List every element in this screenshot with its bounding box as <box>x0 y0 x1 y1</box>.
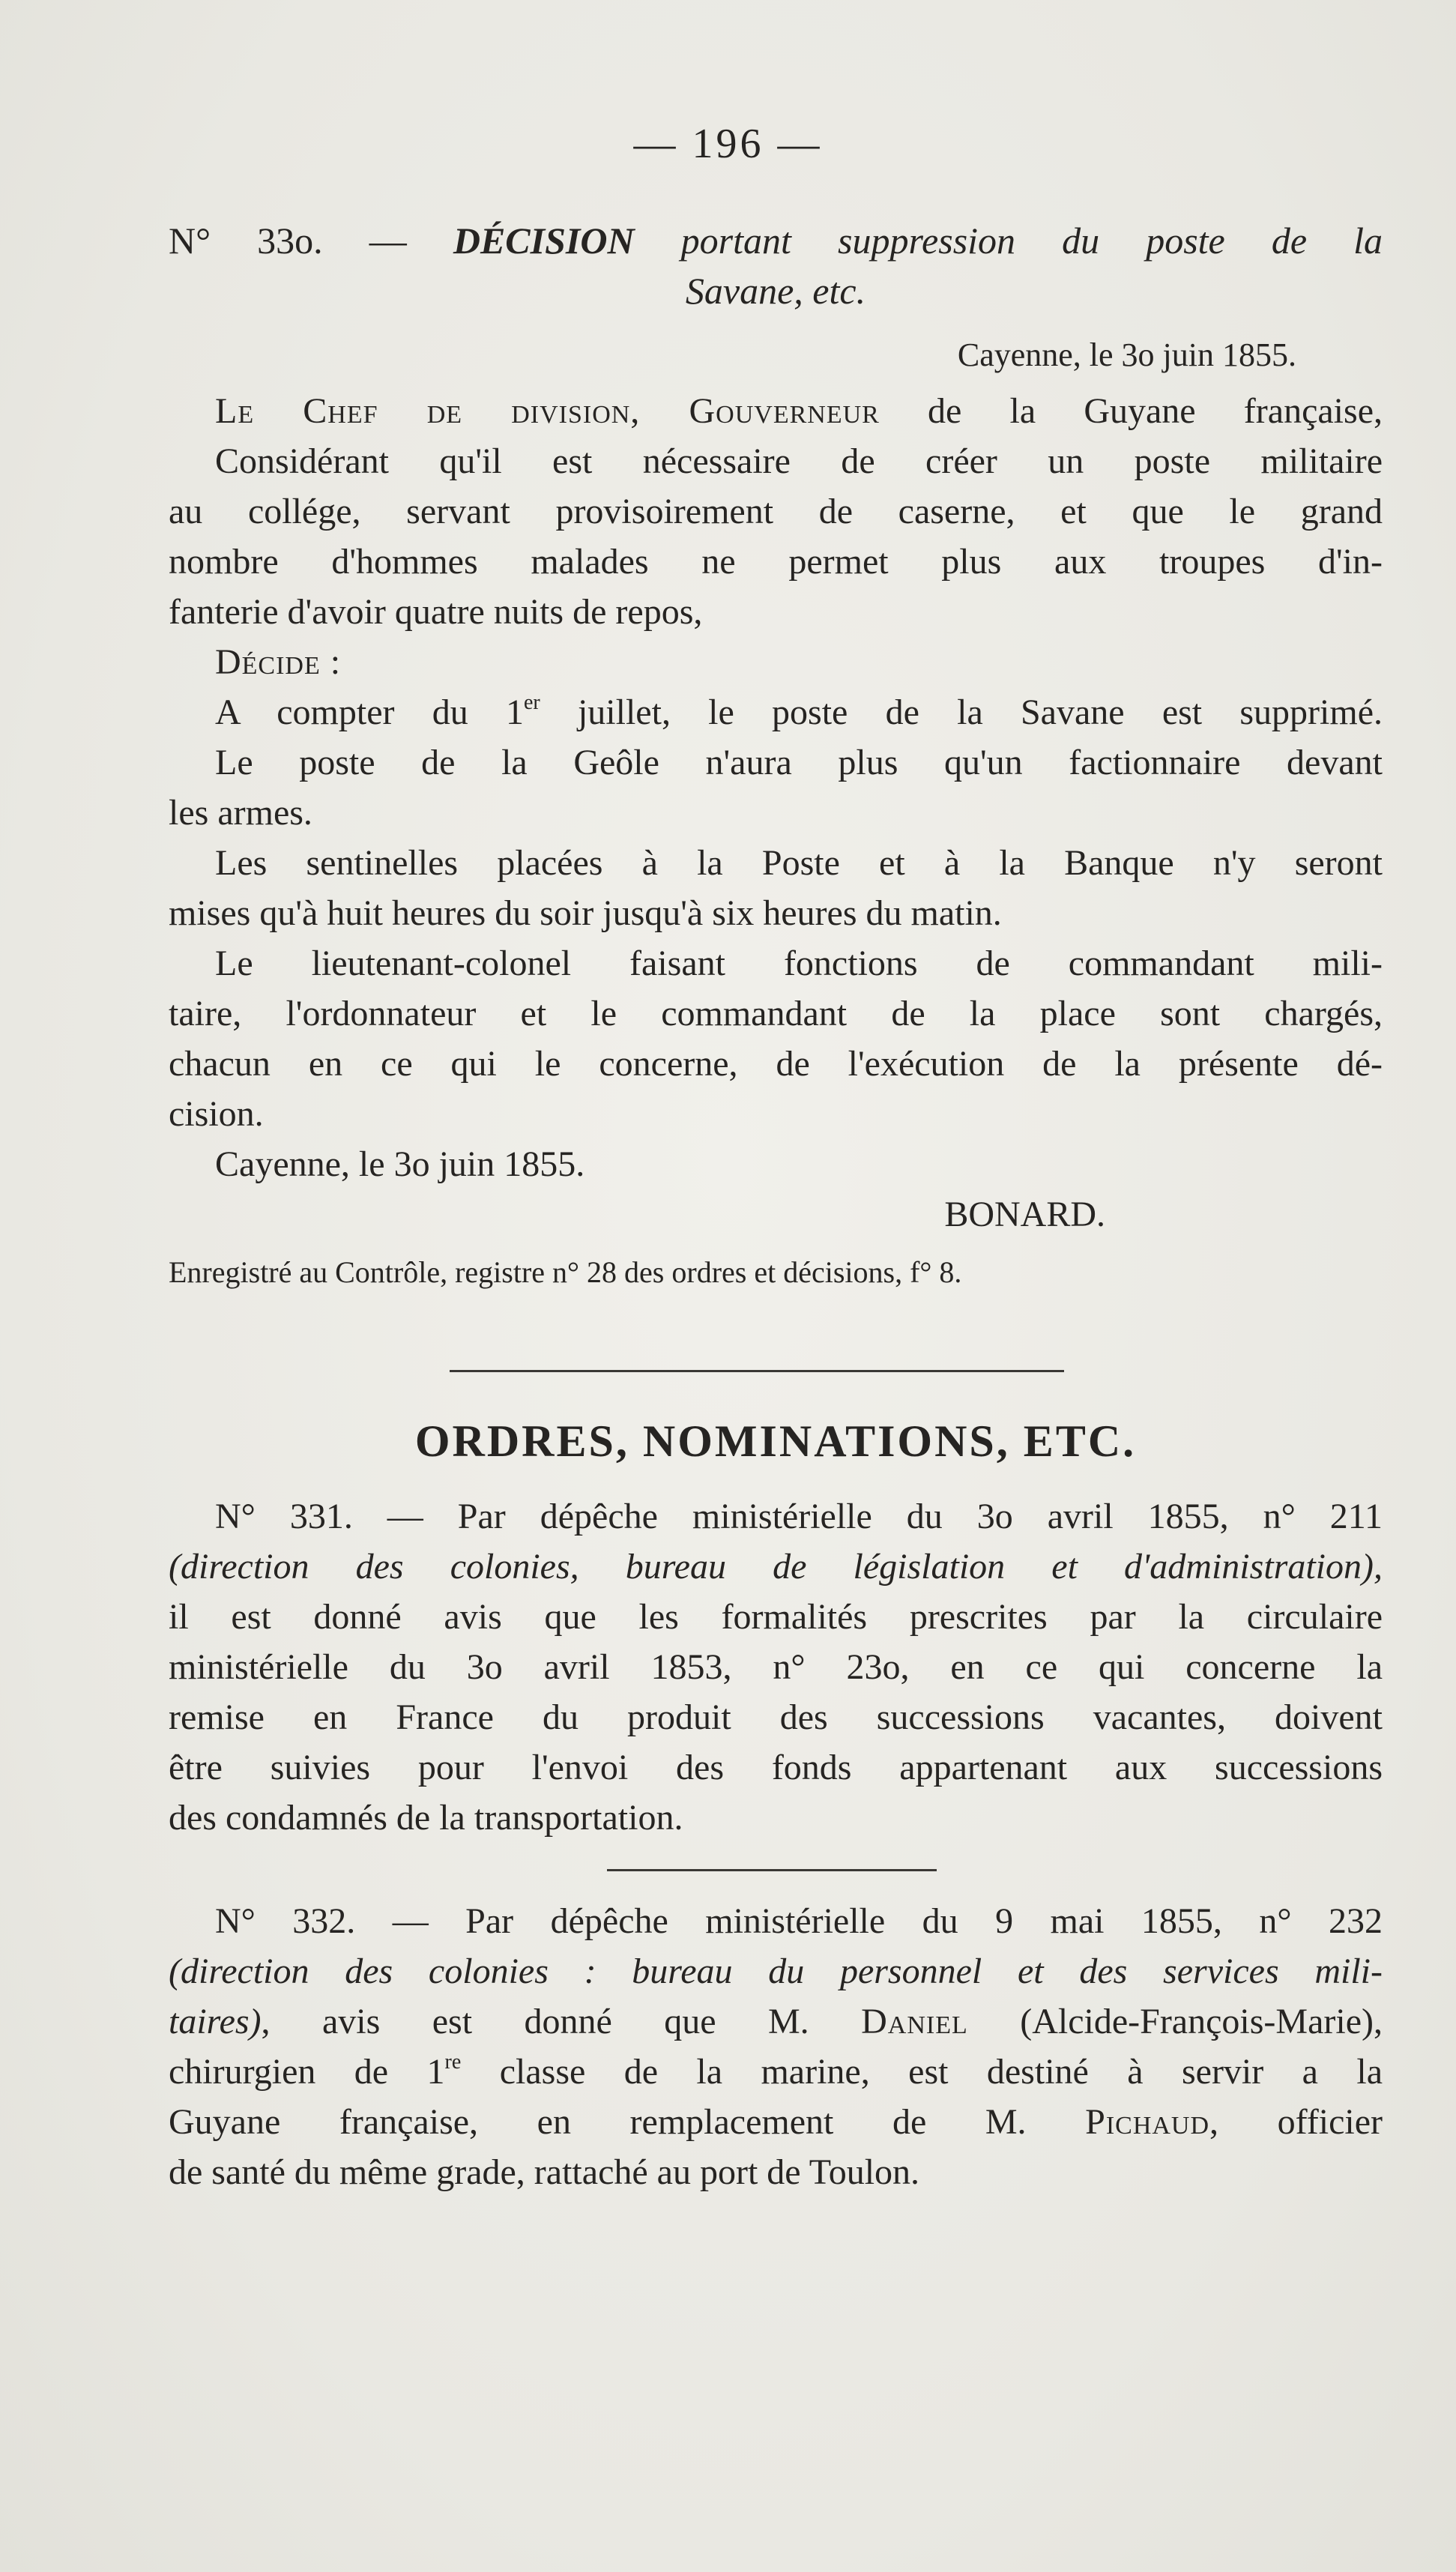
decision-heading <box>169 216 1383 266</box>
order-331-line: des condamnés de la transportation. <box>169 1798 683 1838</box>
order-332-line: (direction des colonies : bureau du personnel et des services mili- <box>169 1951 1383 1991</box>
article-line: taire, l'ordonnateur et le commandant de la place sont chargés, <box>169 994 1383 1033</box>
order-332-text: classe de la marine, est destiné à servir a la <box>461 2052 1383 2092</box>
registration-note: Enregistré au Contrôle, registre n° 28 des ordres et décisions, f° 8. <box>169 1255 962 1289</box>
order-332-text: Guyane française, en remplacement de M. <box>169 2102 1086 2142</box>
body-line: nombre d'hommes malades ne permet plus aux troupes d'in- <box>169 542 1383 582</box>
article-line: les armes. <box>169 793 312 833</box>
order-332-line <box>169 2047 1383 2097</box>
section-divider <box>450 1370 1064 1372</box>
signature: BONARD. <box>944 1195 1105 1234</box>
decision-heading-line2 <box>169 266 1383 316</box>
opening-rest: de la Guyane française, <box>879 391 1383 431</box>
order-332 <box>169 1896 1383 2197</box>
order-331-line: être suivies pour l'envoi des fonds appartenant aux successions <box>169 1748 1383 1787</box>
order-332-sup: re <box>444 2050 462 2074</box>
closing-place-date: Cayenne, le 3o juin 1855. <box>215 1144 585 1184</box>
order-divider <box>607 1869 937 1871</box>
decision-place-date: Cayenne, le 3o juin 1855. <box>957 336 1296 373</box>
article-1 <box>169 687 1383 737</box>
order-332-text: , avis est donné que M. <box>261 2002 862 2041</box>
body-line: fanterie d'avoir quatre nuits de repos, <box>169 592 703 632</box>
decision-subject-cont: Savane, etc. <box>685 270 866 312</box>
article-line: Le poste de la Geôle n'aura plus qu'un factionnaire devant <box>215 743 1383 782</box>
article-line: Les sentinelles placées à la Poste et à la Banque n'y seront <box>215 843 1383 883</box>
order-331-line: N° 331. — Par dépêche ministérielle du 3o avril 1855, n° 211 <box>215 1497 1383 1536</box>
order-331-line: remise en France du produit des successions vacantes, doivent <box>169 1697 1383 1737</box>
article-1-rest: juillet, le poste de la Savane est supprimé. <box>540 692 1383 732</box>
decision-subject: portant suppression du poste de la <box>634 220 1383 262</box>
order-332-italic-end: taires) <box>169 2002 262 2041</box>
section-title <box>169 1416 1383 1467</box>
order-331-line: (direction des colonies, bureau de législation et d'administration), <box>169 1547 1383 1587</box>
order-332-text: (Alcide-François-Marie), <box>967 2002 1383 2041</box>
order-332-text: , officier <box>1209 2102 1383 2142</box>
article-line: mises qu'à huit heures du soir jusqu'à six heures du matin. <box>169 893 1002 933</box>
decision-title: DÉCISION <box>453 220 635 262</box>
decision-opening <box>169 386 1383 436</box>
article-1-text: A compter du 1 <box>215 692 524 732</box>
order-331-line: ministérielle du 3o avril 1853, n° 23o, en ce qui concerne la <box>169 1647 1383 1687</box>
section-heading: ORDRES, NOMINATIONS, ETC. <box>414 1416 1137 1466</box>
order-332-line <box>169 1996 1383 2047</box>
order-331 <box>169 1491 1383 1843</box>
order-331-line: il est donné avis que les formalités prescrites par la circulaire <box>169 1597 1383 1637</box>
decide-label: Décide : <box>215 642 342 682</box>
article-1-sup: er <box>523 691 540 714</box>
page-number: — 196 — <box>633 121 823 167</box>
article-line: Le lieutenant-colonel faisant fonctions de commandant mili- <box>215 944 1383 983</box>
order-332-line: N° 332. — Par dépêche ministérielle du 9 mai 1855, n° 232 <box>215 1901 1383 1941</box>
decision-number: N° 33o. — <box>169 220 453 262</box>
order-332-text: chirurgien de 1 <box>169 2052 445 2092</box>
order-332-line <box>169 2097 1383 2147</box>
body-line: Considérant qu'il est nécessaire de créer un poste militaire <box>215 441 1383 481</box>
article-line: chacun en ce qui le concerne, de l'exécution de la présente dé- <box>169 1044 1383 1084</box>
person-name: Daniel <box>861 2002 968 2041</box>
governor-title: Le Chef de division, Gouverneur <box>215 391 880 431</box>
decision-330 <box>169 216 1383 1297</box>
article-line: cision. <box>169 1094 264 1134</box>
person-name: Pichaud <box>1085 2102 1210 2142</box>
order-332-line: de santé du même grade, rattaché au port de Toulon. <box>169 2152 920 2192</box>
body-line: au collége, servant provisoirement de caserne, et que le grand <box>169 492 1383 531</box>
